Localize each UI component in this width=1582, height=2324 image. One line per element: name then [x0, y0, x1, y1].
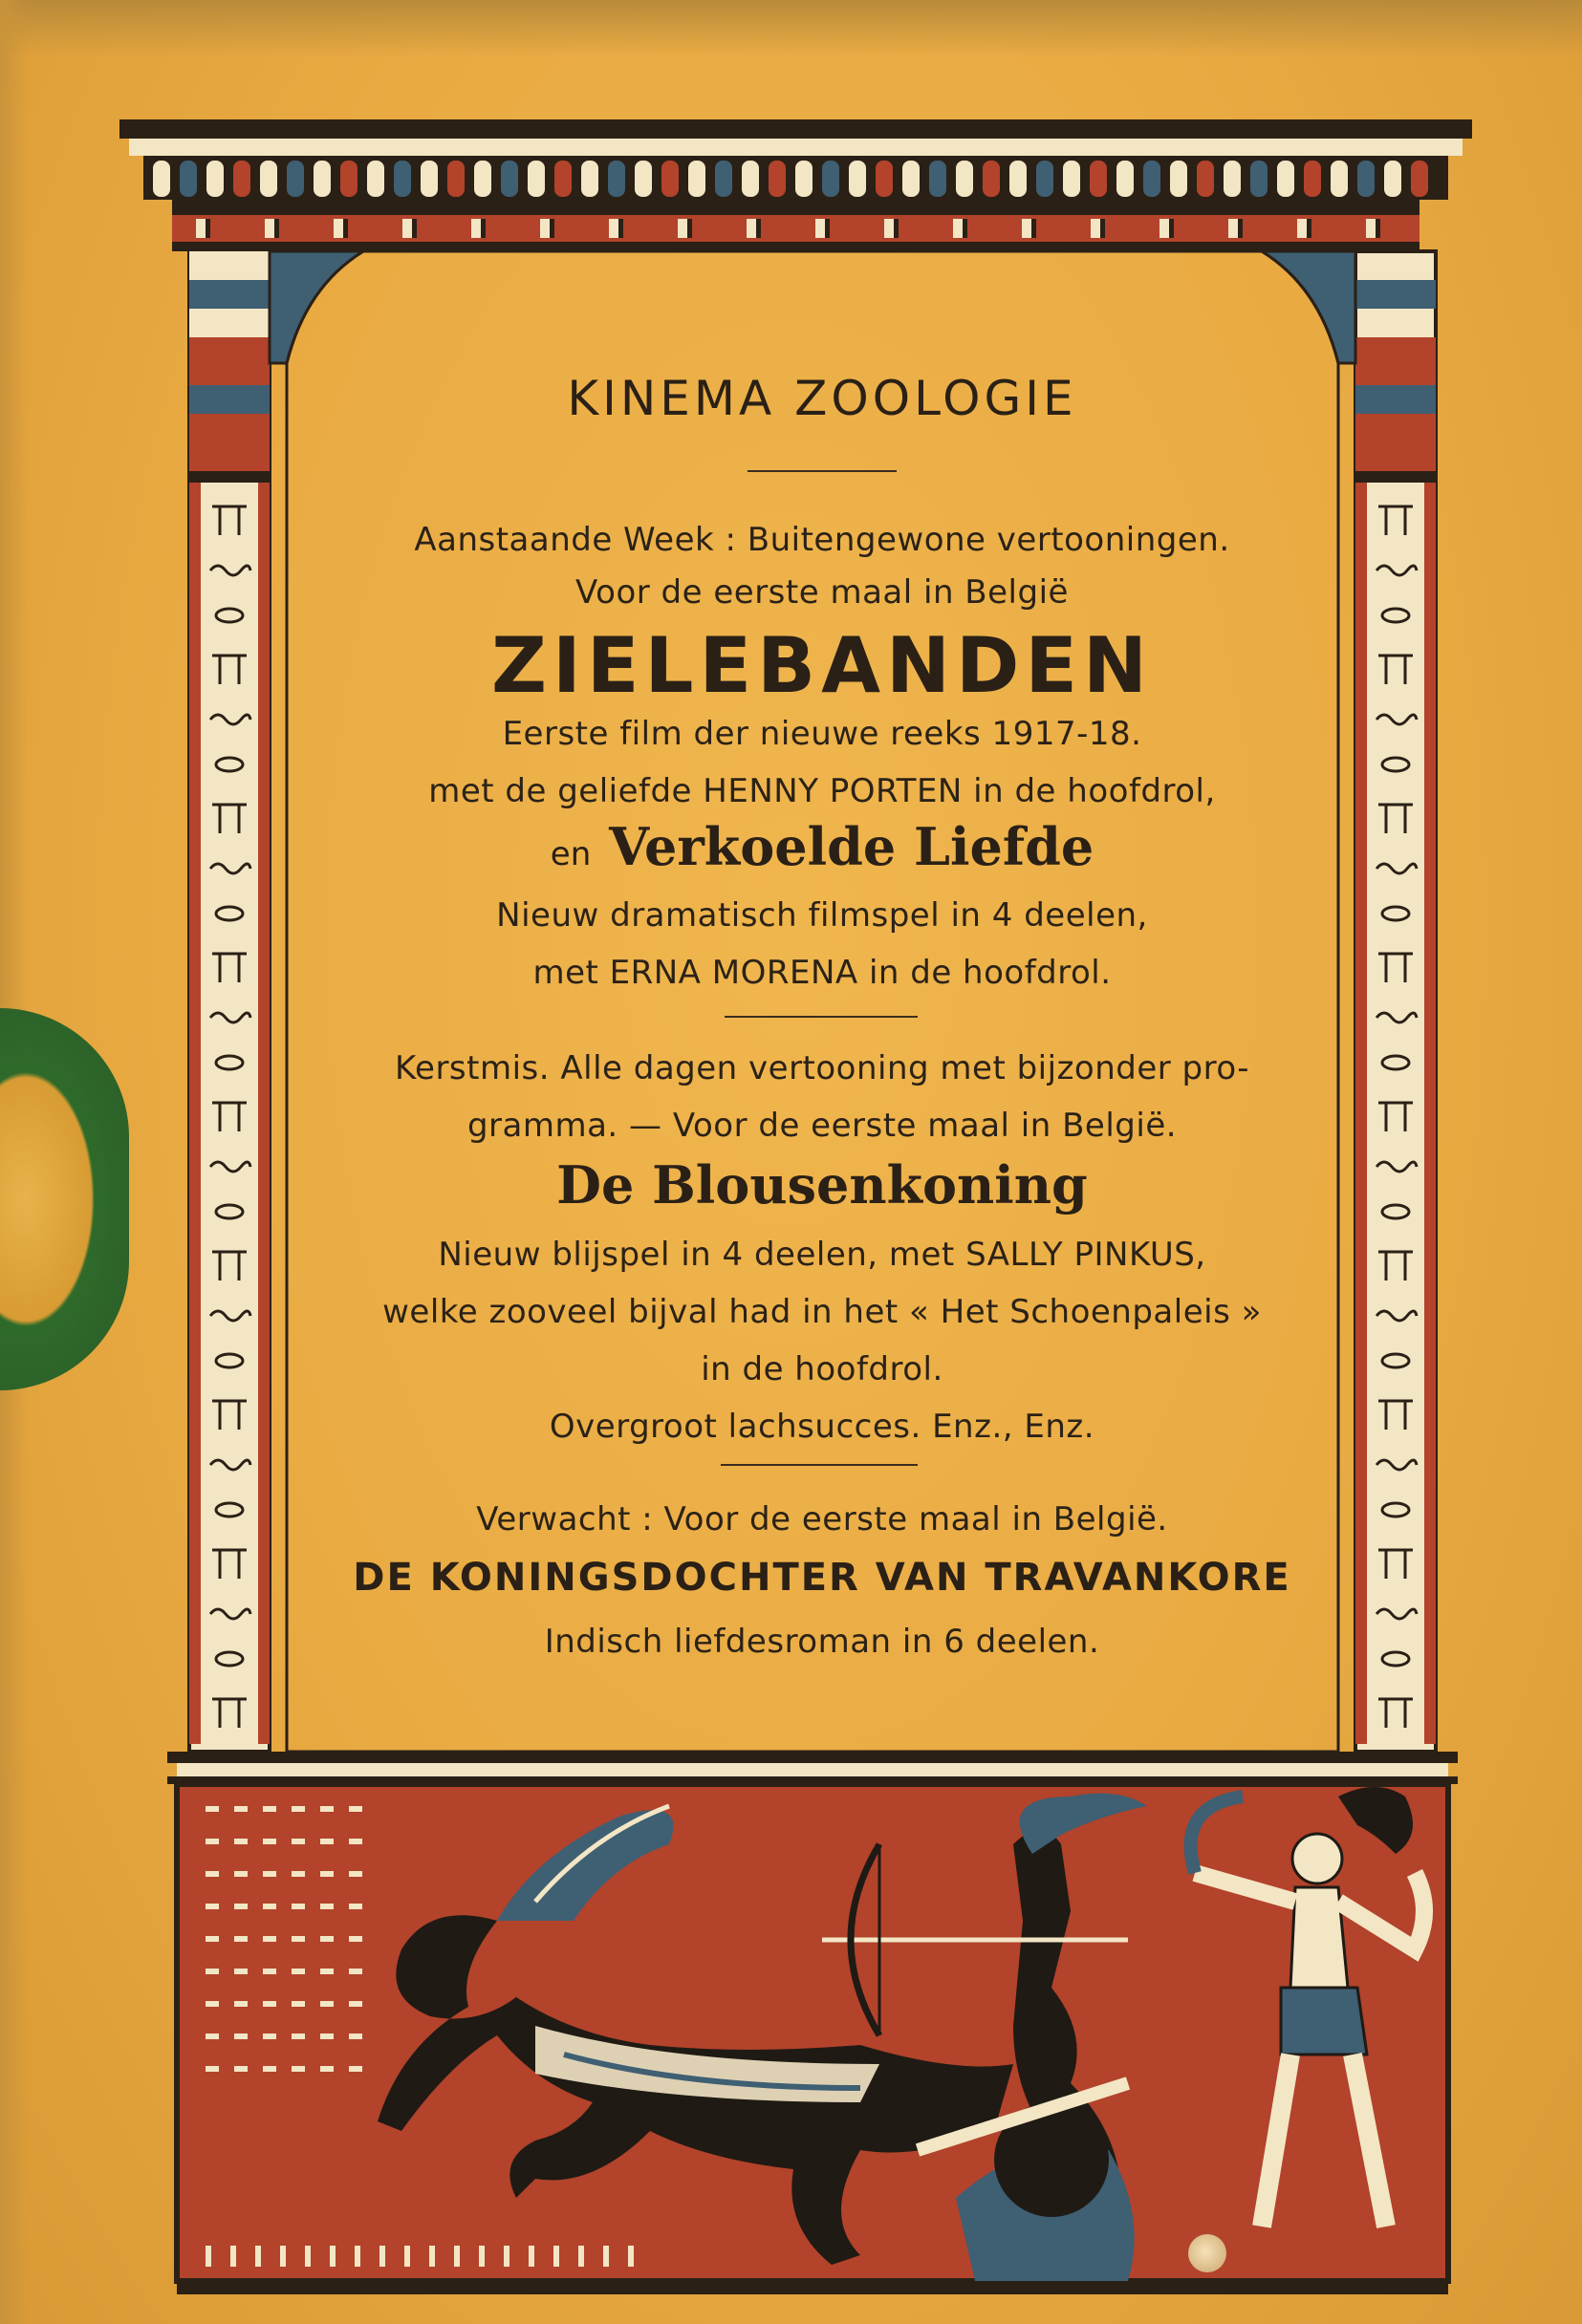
left-column	[189, 251, 270, 1752]
right-column	[1355, 251, 1436, 1752]
programme-text-panel	[306, 258, 1338, 1749]
first-time-line: Voor de eerste maal in België	[575, 573, 1069, 612]
programme-heading: KINEMA ZOOLOGIE	[567, 371, 1077, 426]
film1-line1: Eerste film der nieuwe reeks 1917-18.	[502, 715, 1142, 753]
week-line: Aanstaande Week : Buitengewone vertooningen.	[414, 521, 1230, 559]
film3-line4: Overgroot lachsucces. Enz., Enz.	[549, 1408, 1095, 1446]
film-title-koningsdochter: DE KONINGSDOCHTER VAN TRAVANKORE	[353, 1556, 1291, 1600]
film2-prefix: en	[550, 835, 592, 873]
christmas-line1: Kerstmis. Alle dagen vertooning met bijzonder pro-	[394, 1049, 1250, 1087]
film3-line1: Nieuw blijspel in 4 deelen, met SALLY PINKUS,	[438, 1236, 1206, 1274]
divider	[721, 1464, 918, 1466]
film3-line3: in de hoofdrol.	[701, 1350, 943, 1388]
film3-line2: welke zooveel bijval had in het « Het Schoenpaleis »	[382, 1293, 1262, 1331]
christmas-line2: gramma. — Voor de eerste maal in België.	[466, 1107, 1178, 1145]
film-title-zielebanden: ZIELEBANDEN	[491, 621, 1153, 710]
film1-line2: met de geliefde HENNY PORTEN in de hoofdrol,	[428, 772, 1216, 810]
film-title-blousenkoning: De Blousenkoning	[556, 1154, 1088, 1216]
film2-heading	[306, 816, 1338, 877]
film-title-verkoelde-liefde: Verkoelde Liefde	[609, 816, 1094, 877]
expected-line: Verwacht : Voor de eerste maal in België.	[476, 1500, 1168, 1539]
divider	[725, 1016, 918, 1018]
chariot-frieze	[177, 1784, 1448, 2294]
film2-line1: Nieuw dramatisch filmspel in 4 deelen,	[496, 896, 1148, 935]
film2-line2: met ERNA MORENA in de hoofdrol.	[532, 954, 1112, 992]
divider	[748, 470, 897, 472]
top-cornice	[119, 119, 1472, 251]
paper-hole	[1188, 2234, 1226, 2272]
film4-line1: Indisch liefdesroman in 6 deelen.	[544, 1623, 1100, 1661]
